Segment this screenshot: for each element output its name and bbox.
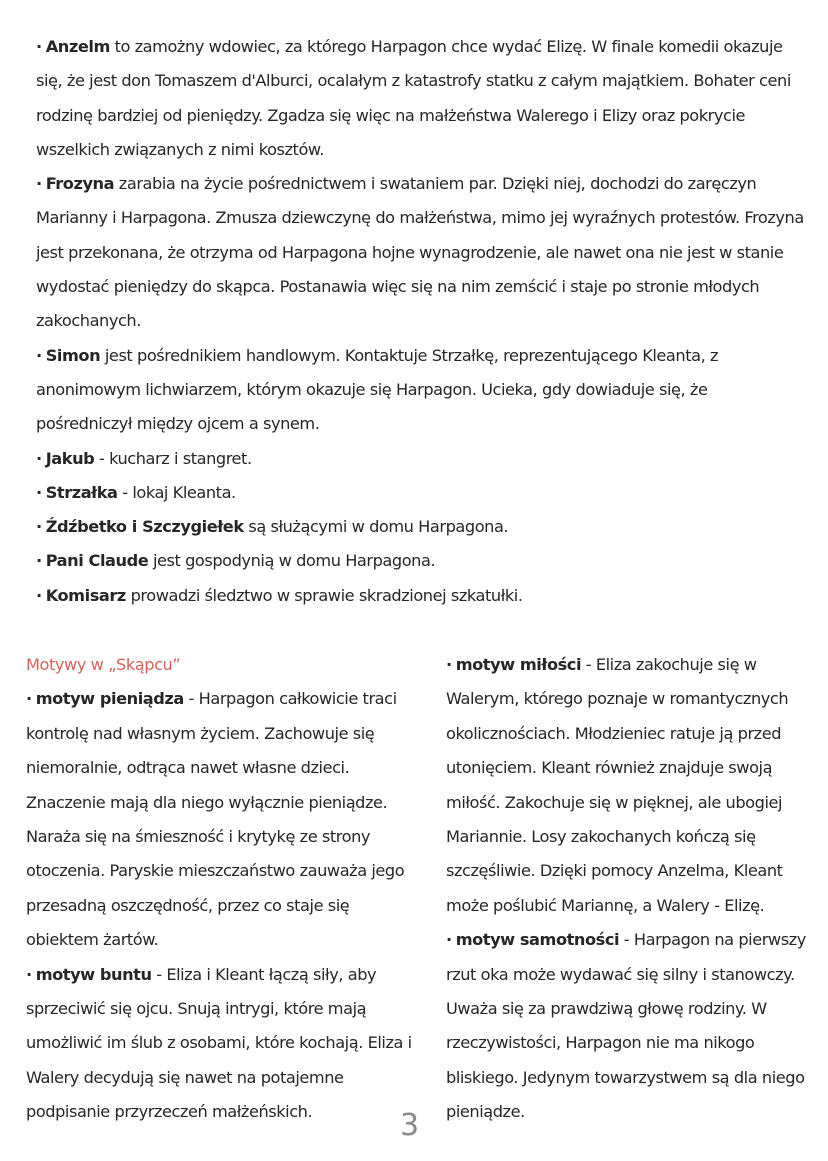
character-entry-anzelm bbox=[36, 30, 806, 167]
character-description: jest gospodynią w domu Harpagona. bbox=[148, 551, 436, 571]
character-description: to zamożny wdowiec, za którego Harpagon chce wydać Elizę. W finale komedii okazuje się, że jest don Tomaszem d'Alburci, ocalałym z katastrofy statku z całym majątkiem. Bohater ceni rodzinę bardziej od pieniędzy. Zgadza się więc na małżeństwa Walerego i Elizy oraz pokrycie wszelkich związanych z nimi kosztów. bbox=[36, 37, 791, 159]
motif-entry-pieniadz bbox=[26, 682, 426, 957]
bullet-mark: · bbox=[36, 448, 42, 468]
character-description: - kucharz i stangret. bbox=[94, 448, 252, 468]
motif-entry-bunt bbox=[26, 958, 426, 1130]
page-number: 3 bbox=[400, 1108, 420, 1143]
motifs-column-left bbox=[26, 648, 426, 1130]
character-description: - lokaj Kleanta. bbox=[117, 482, 236, 502]
bullet-mark: · bbox=[446, 655, 452, 674]
character-name: Anzelm bbox=[45, 37, 110, 56]
motif-name: motyw buntu bbox=[35, 964, 152, 984]
character-description: jest pośrednikiem handlowym. Kontaktuje Strzałkę, reprezentującego Kleanta, z anonimowym lichwiarzem, którym okazuje się Harpagon. Ucieka, gdy dowiaduje się, że pośredniczył między ojcem a synem. bbox=[36, 345, 719, 434]
characters-list bbox=[36, 30, 806, 613]
bullet-mark: · bbox=[36, 482, 42, 502]
bullet-mark: · bbox=[26, 964, 32, 984]
bullet-mark: · bbox=[36, 345, 42, 365]
motif-name: motyw miłości bbox=[455, 655, 582, 674]
character-description: zarabia na życie pośrednictwem i swataniem par. Dzięki niej, dochodzi do zaręczyn Marianny i Harpagona. Zmusza dziewczynę do małżeństwa, mimo jej wyraźnych protestów. Frozyna jest przekonana, że otrzyma od Harpagona hojne wynagrodzenie, ale nawet ona nie jest w stanie wydostać pieniędzy do skąpca. Postanawia więc się na nim zemścić i staje po stronie młodych zakochanych. bbox=[36, 174, 804, 331]
character-entry-jakub bbox=[36, 442, 806, 476]
character-entry-komisarz bbox=[36, 579, 806, 613]
section-title: Motywy w „Skąpcu” bbox=[26, 655, 181, 674]
bullet-mark: · bbox=[26, 689, 32, 709]
motifs-column-right bbox=[446, 648, 816, 1130]
motif-entry-milosc bbox=[446, 648, 816, 923]
bullet-mark: · bbox=[36, 37, 42, 56]
motif-name: motyw samotności bbox=[455, 930, 620, 950]
character-name: Komisarz bbox=[45, 585, 126, 605]
character-entry-pani-claude bbox=[36, 544, 806, 578]
character-entry-frozyna bbox=[36, 167, 806, 338]
bullet-mark: · bbox=[446, 930, 452, 950]
bullet-mark: · bbox=[36, 551, 42, 571]
motif-description: - Harpagon na pierwszy rzut oka może wydawać się silny i stanowczy. Uważa się za prawdziwą głowę rodziny. W rzeczywistości, Harpagon nie ma nikogo bliskiego. Jedynym towarzystwem są dla niego pieniądze. bbox=[446, 930, 806, 1122]
character-entry-simon bbox=[36, 339, 806, 442]
motif-description: - Harpagon całkowicie traci kontrolę nad własnym życiem. Zachowuje się niemoralnie, odtrąca nawet własne dzieci. Znaczenie mają dla niego wyłącznie pieniądze. Naraża się na śmieszność i krytykę ze strony otoczenia. Paryskie mieszczaństwo zauważa jego przesadną oszczędność, przez co staje się obiektem żartów. bbox=[26, 689, 405, 950]
character-name: Źdźbetko i Szczygiełek bbox=[45, 517, 244, 537]
character-description: prowadzi śledztwo w sprawie skradzionej szkatułki. bbox=[125, 585, 523, 605]
character-entry-zdziebetko bbox=[36, 510, 806, 544]
character-name: Pani Claude bbox=[45, 551, 149, 571]
character-name: Simon bbox=[45, 345, 101, 365]
motif-name: motyw pieniądza bbox=[35, 689, 184, 709]
bullet-mark: · bbox=[36, 585, 42, 605]
motif-description: - Eliza i Kleant łączą siły, aby sprzeciwić się ojcu. Snują intrygi, które mają umożliwić im ślub z osobami, które kochają. Eliza i Walery decydują się nawet na potajemne podpisanie przyrzeczeń małżeńskich. bbox=[26, 964, 412, 1122]
character-name: Jakub bbox=[45, 448, 95, 468]
character-name: Strzałka bbox=[45, 482, 118, 502]
character-name: Frozyna bbox=[45, 174, 115, 194]
character-description: są służącymi w domu Harpagona. bbox=[243, 517, 509, 537]
bullet-mark: · bbox=[36, 517, 42, 537]
motif-entry-samotnosc bbox=[446, 923, 816, 1129]
motif-description: - Eliza zakochuje się w Walerym, którego poznaje w romantycznych okolicznościach. Młodzieniec ratuje ją przed utonięciem. Kleant również znajduje swoją miłość. Zakochuje się w pięknej, ale ubogiej Mariannie. Losy zakochanych kończą się szczęśliwie. Dzięki pomocy Anzelma, Kleant może poślubić Mariannę, a Walery - Elizę. bbox=[446, 655, 789, 915]
bullet-mark: · bbox=[36, 174, 42, 194]
character-entry-strzalka bbox=[36, 476, 806, 510]
